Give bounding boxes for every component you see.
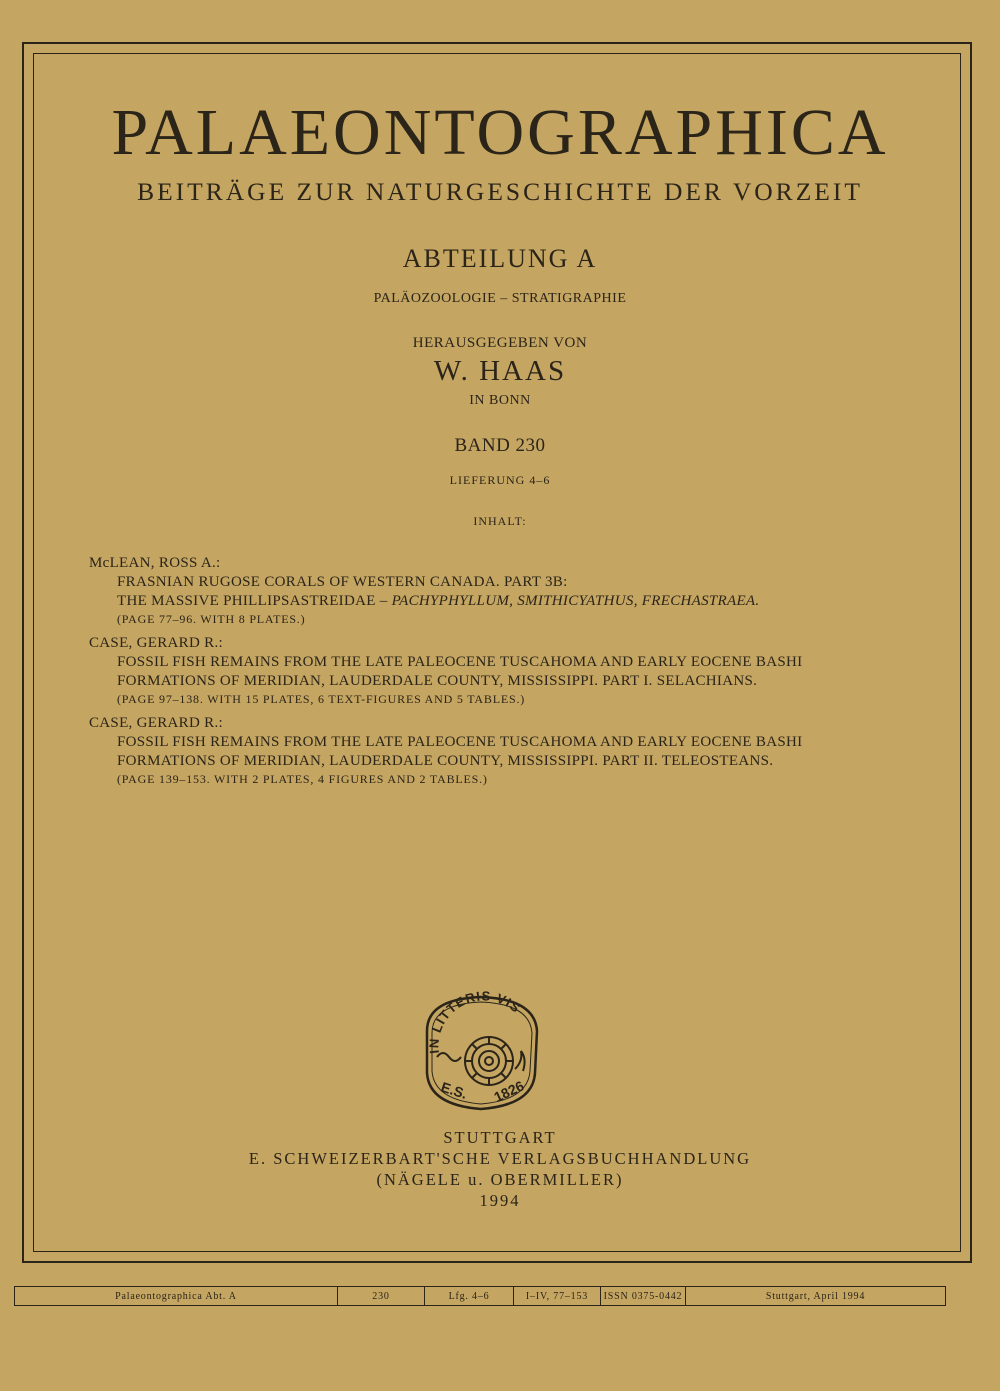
bibliographic-strip	[14, 1286, 946, 1306]
entry-author: CASE, GERARD R.:	[89, 715, 223, 731]
editor-name: W. HAAS	[433, 355, 567, 387]
publisher-owners: (NÄGELE u. OBERMILLER)	[376, 1170, 624, 1189]
publisher-name: E. SCHWEIZERBART'SCHE VERLAGSBUCHHANDLUNG	[248, 1149, 752, 1168]
entry-title-line	[89, 592, 909, 611]
footer-issn: ISSN 0375-0442	[601, 1287, 686, 1305]
entry-title-line: FORMATIONS OF MERIDIAN, LAUDERDALE COUNTY, MISSISSIPPI. PART II. TELEOSTEANS.	[117, 753, 774, 769]
entry-title-line: FOSSIL FISH REMAINS FROM THE LATE PALEOCENE TUSCAHOMA AND EARLY EOCENE BASHI	[117, 734, 803, 750]
entry-pages: (PAGE 97–138. WITH 15 PLATES, 6 TEXT-FIGURES AND 5 TABLES.)	[117, 692, 526, 706]
serpent-icon	[437, 1053, 461, 1061]
seal-year: 1826	[491, 1077, 527, 1106]
publisher-block	[0, 1127, 1000, 1211]
contents-entry	[89, 714, 909, 788]
entry-pages: (PAGE 139–153. WITH 2 PLATES, 4 FIGURES AND 2 TABLES.)	[117, 772, 488, 786]
footer-issue: Lfg. 4–6	[425, 1287, 514, 1305]
entry-title-line: FOSSIL FISH REMAINS FROM THE LATE PALEOCENE TUSCAHOMA AND EARLY EOCENE BASHI	[117, 654, 803, 670]
entry-title-genera: PACHYPHYLLUM, SMITHICYATHUS, FRECHASTRAEA.	[391, 593, 760, 609]
seal-motto: IN LITTERIS VIS	[426, 991, 524, 1055]
publication-year: 1994	[479, 1191, 521, 1210]
issue-number: LIEFERUNG 4–6	[449, 473, 551, 487]
entry-title-line: FORMATIONS OF MERIDIAN, LAUDERDALE COUNTY, MISSISSIPPI. PART I. SELACHIANS.	[117, 673, 758, 689]
journal-subtitle: BEITRÄGE ZUR NATURGESCHICHTE DER VORZEIT	[137, 177, 863, 206]
section-heading: ABTEILUNG A	[402, 244, 598, 273]
contents-entry	[89, 634, 909, 708]
entry-author: McLEAN, ROSS A.:	[89, 555, 221, 571]
lizard-icon	[515, 1051, 525, 1071]
svg-text:IN LITTERIS VIS	[426, 991, 524, 1054]
journal-title: PALAEONTOGRAPHICA	[111, 96, 889, 169]
editor-place: IN BONN	[469, 393, 531, 408]
contents-heading: INHALT:	[473, 514, 527, 528]
footer-pages: I–IV, 77–153	[514, 1287, 601, 1305]
volume-number: BAND 230	[454, 435, 546, 456]
section-subject: PALÄOZOOLOGIE – STRATIGRAPHIE	[373, 291, 627, 306]
entry-title-plain: THE MASSIVE PHILLIPSASTREIDAE –	[117, 593, 392, 609]
seal-initials: E.S.	[439, 1078, 470, 1102]
footer-journal: Palaeontographica Abt. A	[15, 1287, 338, 1305]
footer-volume: 230	[338, 1287, 425, 1305]
contents-entry	[89, 554, 909, 628]
entry-title-line: FRASNIAN RUGOSE CORALS OF WESTERN CANADA. PART 3B:	[117, 574, 568, 590]
ammonite-icon	[465, 1037, 513, 1085]
publisher-city: STUTTGART	[443, 1128, 557, 1147]
edited-by-label: HERAUSGEGEBEN VON	[412, 335, 588, 351]
entry-pages: (PAGE 77–96. WITH 8 PLATES.)	[117, 612, 306, 626]
footer-place-date: Stuttgart, April 1994	[765, 1290, 866, 1302]
publisher-seal-icon	[417, 991, 545, 1113]
table-of-contents	[89, 554, 909, 794]
entry-author: CASE, GERARD R.:	[89, 635, 223, 651]
